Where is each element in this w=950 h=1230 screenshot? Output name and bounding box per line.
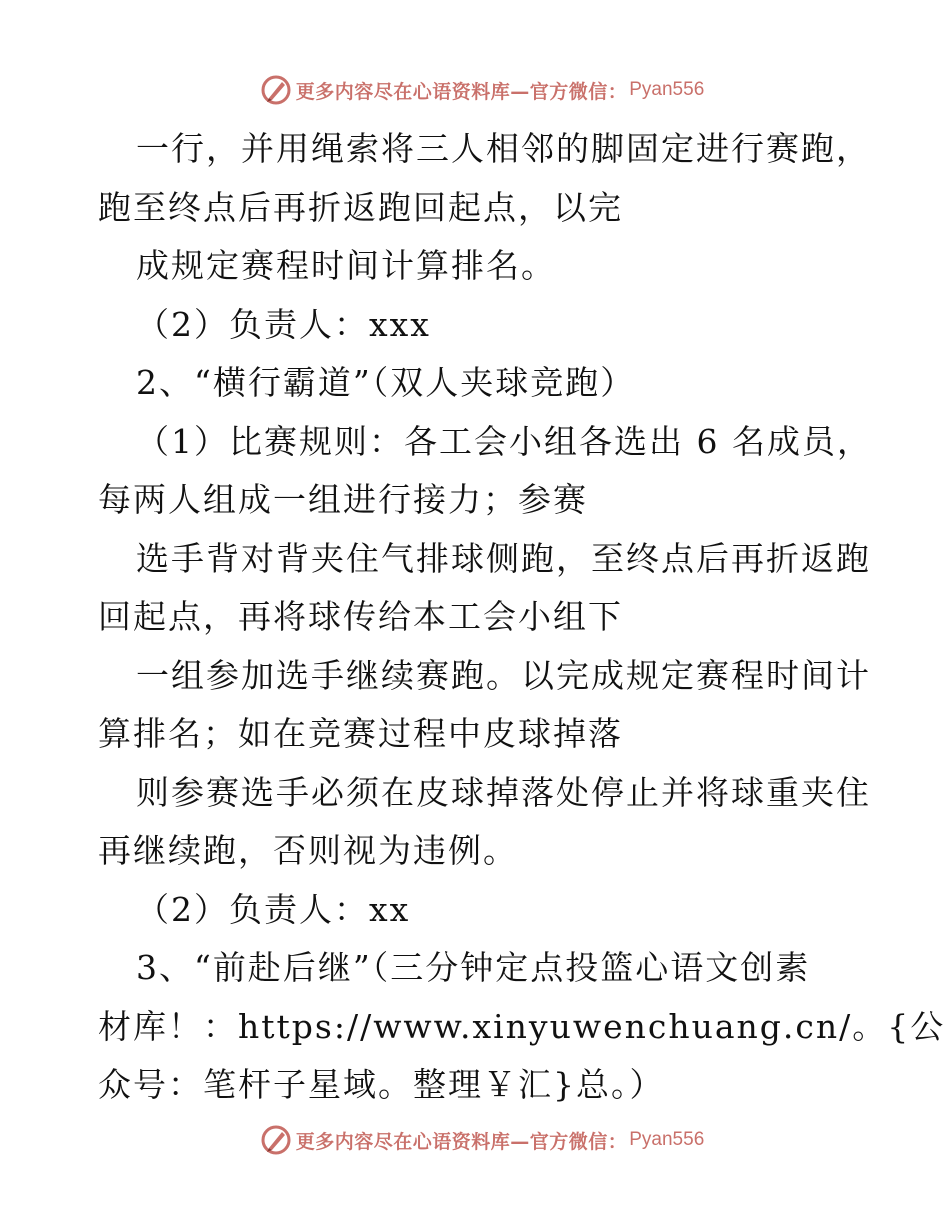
pen-logo-icon [260,1124,292,1156]
text-line: 则参赛选手必须在皮球掉落处停止并将球重夹住 [136,772,871,812]
header-watermark-banner [0,70,950,110]
text-line: 每两人组成一组进行接力；参赛 [98,480,588,519]
text-line: 成规定赛程时间计算排名。 [136,246,556,285]
header-banner-wechat-id: Pyan556 [629,79,705,100]
footer-watermark-banner [0,1120,950,1160]
pen-logo-icon [260,74,292,106]
text-line: （1）比赛规则：各工会小组各选出 6 名成员， [136,421,872,461]
section-heading: 3、“前赴后继”（三分钟定点投篮心语文创素 [136,948,811,987]
text-line: 一组参加选手继续赛跑。以完成规定赛程时间计 [136,655,871,695]
text-line: 回起点，再将球传给本工会小组下 [98,597,623,636]
text-line: 材库！：https://www.xinyuwenchuang.cn/。{公 [98,1006,946,1046]
text-line: 众号：笔杆子星域。整理￥汇}总。） [98,1065,665,1104]
document-body [98,120,946,1115]
text-line: 算排名；如在竞赛过程中皮球掉落 [98,714,623,753]
footer-banner-wechat-id: Pyan556 [629,1129,705,1150]
text-line: 再继续跑，否则视为违例。 [98,831,518,870]
text-line: 跑至终点后再折返跑回起点，以完 [98,187,623,227]
text-line: 一行，并用绳索将三人相邻的脚固定进行赛跑， [136,129,871,168]
text-line: （2）负责人：xxx [136,304,431,344]
footer-banner-text: 更多内容尽在心语资料库—官方微信： [295,1130,628,1153]
section-heading: 2、“横行霸道”（双人夹球竞跑） [136,363,636,402]
text-line: 选手背对背夹住气排球侧跑，至终点后再折返跑 [136,538,871,578]
header-banner-text: 更多内容尽在心语资料库—官方微信： [295,80,628,103]
text-line: （2）负责人：xx [136,889,411,929]
